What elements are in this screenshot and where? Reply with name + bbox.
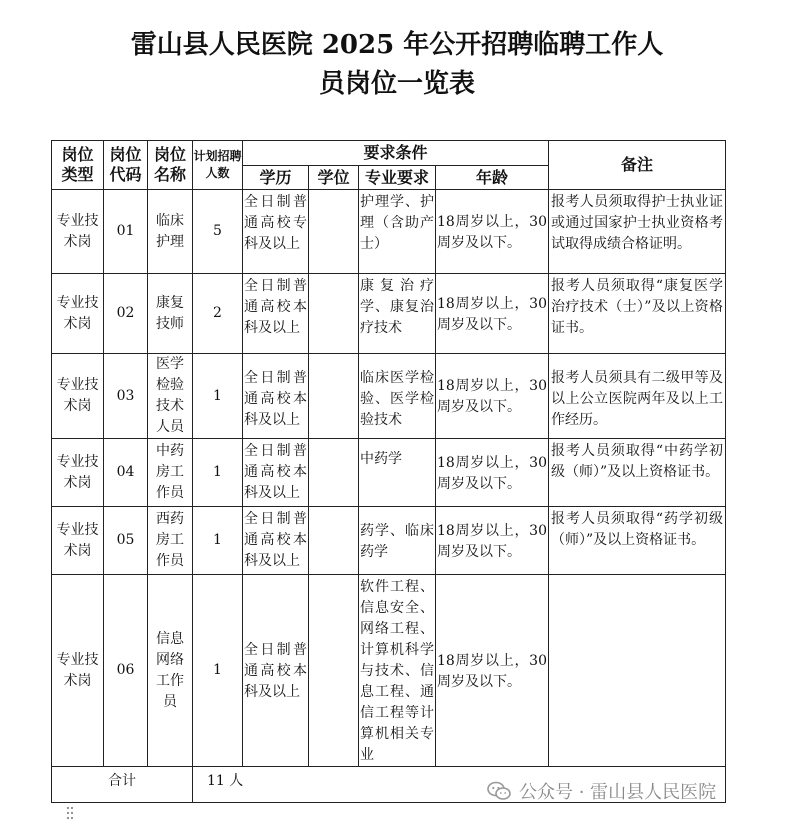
cell-major: 药学、临床药学	[359, 507, 436, 575]
cell-major: 康复治疗学、康复治疗技术	[359, 274, 436, 354]
cell-age: 18周岁以上，30周岁及以下。	[436, 354, 549, 439]
total-label: 合计	[52, 767, 193, 803]
positions-table	[51, 140, 726, 803]
cell-name: 中药房工作员	[148, 439, 193, 507]
title-line-1: 雷山县人民医院 2025 年公开招聘临聘工作人	[130, 30, 664, 60]
title-line-2: 员岗位一览表	[318, 69, 475, 99]
cell-name: 西药房工作员	[148, 507, 193, 575]
cell-age: 18周岁以上，30周岁及以下。	[436, 274, 549, 354]
cell-degree	[309, 439, 359, 507]
cell-education: 全日制普通高校本科及以上	[243, 439, 309, 507]
cell-degree	[309, 575, 359, 767]
cell-type: 专业技术岗	[52, 274, 104, 354]
cell-note	[549, 575, 726, 767]
cell-education: 全日制普通高校本科及以上	[243, 274, 309, 354]
cell-degree	[309, 507, 359, 575]
cell-age: 18周岁以上，30周岁及以下。	[436, 439, 549, 507]
cell-code: 05	[104, 507, 148, 575]
page-title	[0, 26, 794, 104]
header-requirements: 要求条件	[243, 141, 549, 166]
cell-count: 1	[193, 507, 243, 575]
cell-type: 专业技术岗	[52, 354, 104, 439]
cell-type: 专业技术岗	[52, 507, 104, 575]
cell-count: 1	[193, 439, 243, 507]
cell-type: 专业技术岗	[52, 439, 104, 507]
cell-count: 1	[193, 354, 243, 439]
cell-degree	[309, 354, 359, 439]
cell-name: 临床护理	[148, 190, 193, 274]
header-type: 岗位类型	[52, 141, 104, 190]
cell-name: 信息网络工作员	[148, 575, 193, 767]
header-degree: 学位	[309, 166, 359, 190]
watermark	[487, 778, 716, 804]
cell-count: 1	[193, 575, 243, 767]
table-row	[52, 274, 726, 354]
cell-major: 软件工程、信息安全、网络工程、计算机科学与技术、信息工程、通信工程等计算机相关专业	[359, 575, 436, 767]
cell-note: 报考人员须取得护士执业证或通过国家护士执业资格考试取得成绩合格证明。	[549, 190, 726, 274]
cell-education: 全日制普通高校本科及以上	[243, 354, 309, 439]
wechat-icon	[487, 781, 511, 801]
cell-age: 18周岁以上，30周岁及以下。	[436, 190, 549, 274]
header-name: 岗位名称	[148, 141, 193, 190]
table-row	[52, 190, 726, 274]
cell-major: 临床医学检验、医学检验技术	[359, 354, 436, 439]
cell-major: 中药学	[359, 439, 436, 507]
table-row	[52, 507, 726, 575]
cell-count: 2	[193, 274, 243, 354]
cell-count: 5	[193, 190, 243, 274]
cell-note: 报考人员须取得“中药学初级（师）”及以上资格证书。	[549, 439, 726, 507]
cell-note: 报考人员须取得“康复医学治疗技术（士）”及以上资格证书。	[549, 274, 726, 354]
cell-degree	[309, 190, 359, 274]
cell-education: 全日制普通高校本科及以上	[243, 575, 309, 767]
cell-major: 护理学、护理（含助产士）	[359, 190, 436, 274]
header-note: 备注	[549, 141, 726, 190]
cell-name: 医学检验技术人员	[148, 354, 193, 439]
cell-age: 18周岁以上，30周岁及以下。	[436, 575, 549, 767]
cell-note: 报考人员须取得“药学初级（师）”及以上资格证书。	[549, 507, 726, 575]
cell-code: 02	[104, 274, 148, 354]
cell-code: 06	[104, 575, 148, 767]
header-count: 计划招聘人数	[193, 141, 243, 190]
total-value: 11 人	[193, 767, 726, 803]
cell-age: 18周岁以上，30周岁及以下。	[436, 507, 549, 575]
cell-code: 04	[104, 439, 148, 507]
cell-education: 全日制普通高校本科及以上	[243, 507, 309, 575]
table-row	[52, 354, 726, 439]
header-education: 学历	[243, 166, 309, 190]
cell-note: 报考人员须具有二级甲等及以上公立医院两年及以上工作经历。	[549, 354, 726, 439]
cell-type: 专业技术岗	[52, 190, 104, 274]
cell-education: 全日制普通高校专科及以上	[243, 190, 309, 274]
watermark-text: 公众号 · 雷山县人民医院	[519, 782, 717, 803]
cell-name: 康复技师	[148, 274, 193, 354]
header-major: 专业要求	[359, 166, 436, 190]
cell-degree	[309, 274, 359, 354]
header-age: 年龄	[436, 166, 549, 190]
cell-type: 专业技术岗	[52, 575, 104, 767]
drag-handle-icon[interactable]	[66, 806, 74, 820]
header-code: 岗位代码	[104, 141, 148, 190]
cell-code: 03	[104, 354, 148, 439]
cell-code: 01	[104, 190, 148, 274]
table-row	[52, 439, 726, 507]
table-row	[52, 575, 726, 767]
